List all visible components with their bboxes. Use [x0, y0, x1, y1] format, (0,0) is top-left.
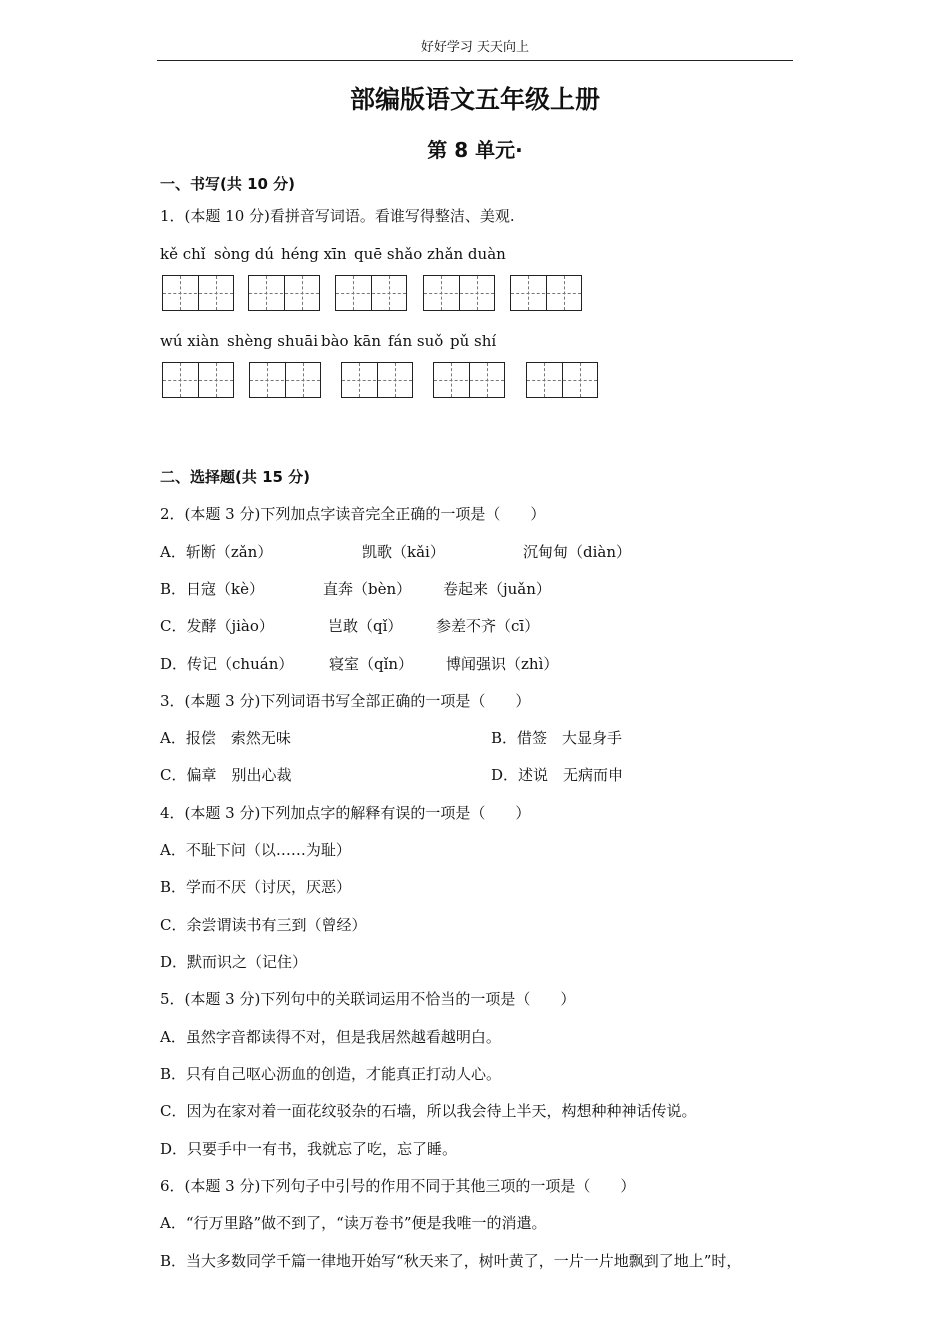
pinyin-6: wú xiàn	[160, 332, 220, 350]
unit-subtitle: 第 8 单元·	[427, 138, 523, 162]
header-divider	[157, 60, 793, 61]
pinyin-8: bào kān	[321, 332, 382, 350]
writing-box[interactable]	[162, 362, 234, 398]
q2-a-1: A．斩断（zǎn）	[160, 543, 273, 561]
writing-box[interactable]	[423, 275, 495, 311]
q2-d-3: 博闻强识（zhì）	[446, 655, 559, 673]
pinyin-4: quē shǎo	[354, 245, 423, 263]
q4-option-d[interactable]: D．默而识之（记住）	[160, 953, 308, 971]
pinyin-9: fán suǒ	[388, 332, 444, 350]
q2-a-3: 沉甸甸（diàn）	[523, 543, 632, 561]
pinyin-2: sòng dú	[214, 245, 275, 263]
writing-box[interactable]	[341, 362, 413, 398]
q2-option-c[interactable]	[160, 616, 540, 636]
q3-option-c[interactable]: C．偏章 别出心裁	[160, 766, 292, 784]
writing-box[interactable]	[510, 275, 582, 311]
q2-c-1: C．发酵（jiào）	[160, 617, 274, 635]
q4-option-a[interactable]: A．不耻下问（以……为耻）	[160, 841, 351, 859]
pinyin-5: zhǎn duàn	[427, 245, 506, 263]
pinyin-3: héng xīn	[281, 245, 347, 263]
pinyin-10: pǔ shí	[450, 332, 497, 350]
section2-heading: 二、选择题(共 15 分)	[160, 468, 311, 486]
q4-option-c[interactable]: C．余尝谓读书有三到（曾经）	[160, 916, 367, 934]
q6-stem: 6．(本题 3 分)下列句子中引号的作用不同于其他三项的一项是（ ）	[160, 1177, 636, 1195]
writing-box[interactable]	[249, 362, 321, 398]
q5-stem: 5．(本题 3 分)下列句中的关联词运用不恰当的一项是（ ）	[160, 990, 576, 1008]
q2-c-3: 参差不齐（cī）	[436, 617, 540, 635]
q4-stem: 4．(本题 3 分)下列加点字的解释有误的一项是（ ）	[160, 804, 531, 822]
q2-d-2: 寝室（qǐn）	[329, 655, 414, 673]
q2-stem: 2．(本题 3 分)下列加点字读音完全正确的一项是（ ）	[160, 505, 546, 523]
q2-a-2: 凯歌（kǎi）	[362, 543, 445, 561]
q1-stem: 1．(本题 10 分)看拼音写词语。看谁写得整洁、美观.	[160, 207, 515, 225]
pinyin-7: shèng shuāi	[227, 332, 319, 350]
q2-b-1: B．日寇（kè）	[160, 580, 264, 598]
writing-box[interactable]	[335, 275, 407, 311]
q2-b-2: 直奔（bèn）	[323, 580, 412, 598]
q3-option-d[interactable]: D．述说 无病而申	[491, 766, 624, 784]
q5-option-a[interactable]: A．虽然字音都读得不对，但是我居然越看越明白。	[160, 1028, 501, 1046]
writing-box[interactable]	[526, 362, 598, 398]
q2-c-2: 岂敢（qǐ）	[328, 617, 403, 635]
writing-box[interactable]	[248, 275, 320, 311]
q2-option-a[interactable]	[160, 542, 632, 562]
q4-option-b[interactable]: B．学而不厌（讨厌，厌恶）	[160, 878, 352, 896]
q2-d-1: D．传记（chuán）	[160, 655, 294, 673]
q5-option-d[interactable]: D．只要手中一有书，我就忘了吃，忘了睡。	[160, 1140, 458, 1158]
pinyin-1: kě chǐ	[160, 245, 206, 263]
q6-option-a[interactable]: A．“行万里路”做不到了，“读万卷书”便是我唯一的消遣。	[160, 1214, 547, 1232]
q2-b-3: 卷起来（juǎn）	[443, 580, 551, 598]
q2-option-b[interactable]	[160, 579, 551, 599]
q3-option-b[interactable]: B．借签 大显身手	[491, 729, 623, 747]
writing-box[interactable]	[433, 362, 505, 398]
page-header: 好好学习 天天向上	[420, 40, 530, 55]
q2-option-d[interactable]	[160, 654, 559, 674]
q3-option-a[interactable]: A．报偿 索然无味	[160, 729, 291, 747]
q6-option-b[interactable]: B．当大多数同学千篇一律地开始写“秋天来了，树叶黄了，一片一片地飘到了地上”时，	[160, 1252, 742, 1270]
q5-option-b[interactable]: B．只有自己呕心沥血的创造，才能真正打动人心。	[160, 1065, 502, 1083]
section1-heading: 一、书写(共 10 分)	[160, 175, 296, 193]
page-title: 部编版语文五年级上册	[349, 85, 600, 114]
q5-option-c[interactable]: C．因为在家对着一面花纹驳杂的石墙，所以我会待上半天，构想种种神话传说。	[160, 1102, 697, 1120]
writing-box[interactable]	[162, 275, 234, 311]
q3-stem: 3．(本题 3 分)下列词语书写全部正确的一项是（ ）	[160, 692, 531, 710]
